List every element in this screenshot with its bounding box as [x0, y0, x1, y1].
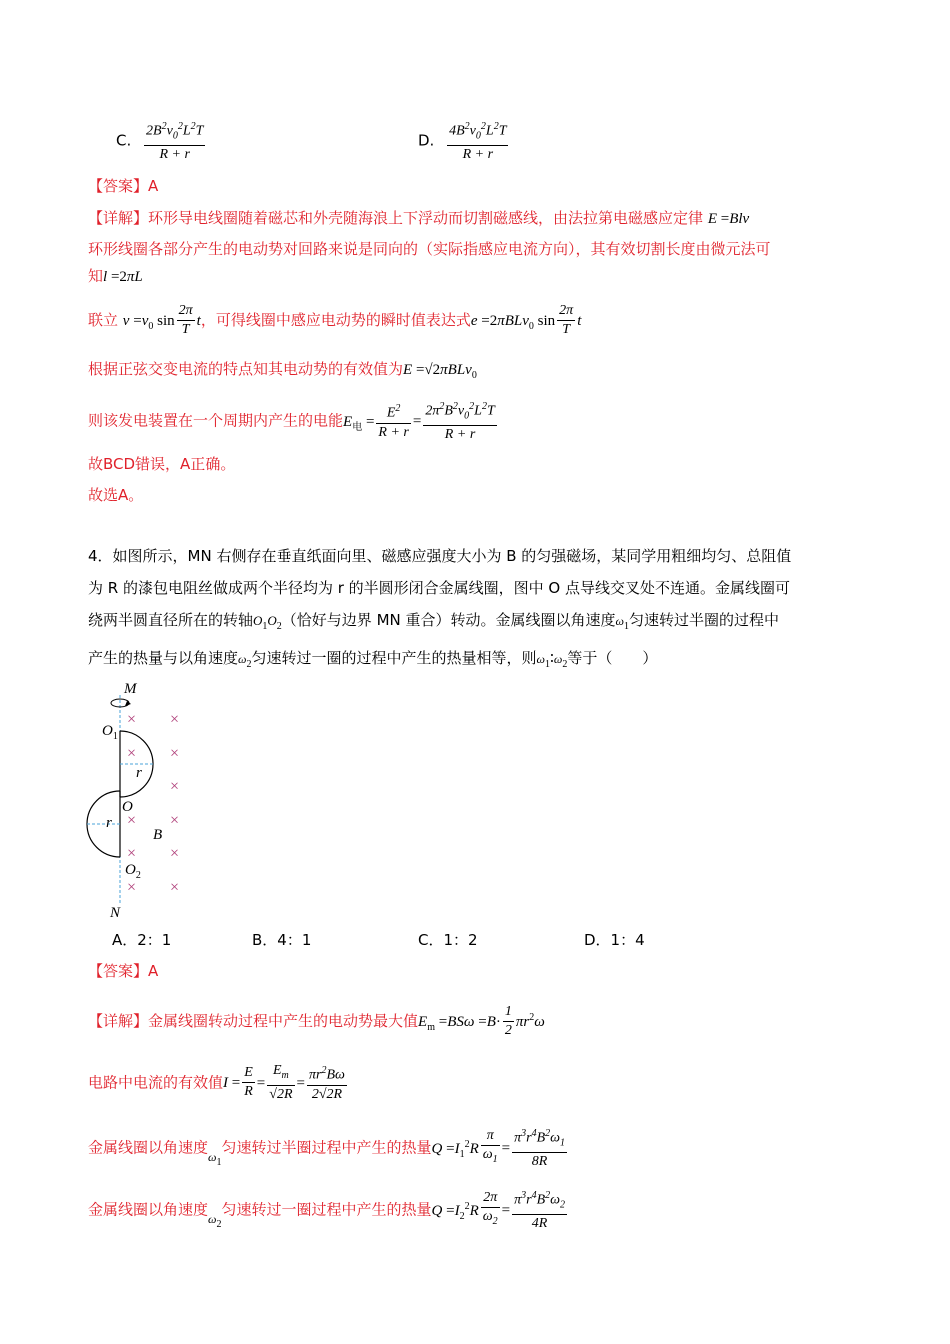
detail-text: 则该发电装置在一个周期内产生的电能 [88, 411, 344, 430]
q4-detail-line3: 金属线圈以角速度$\omega_1$匀速转过半圈过程中产生的热量$Q =I_1^2R$ $\frac{\pi}{\omega_1}$ = $\frac{\pi^3r^4B^2\omega_1}{8R}$ [88, 1125, 569, 1171]
answer-tag: 【答案】 [88, 962, 149, 980]
prev-detail-line4: 联立 $v =v_0$ sin $\frac{2\pi}{T}$ t，可得线圈中感应电动势的瞬时值表达式e =2πBLv$_0$ sin $\frac{2\pi}{T}$ t [88, 303, 582, 337]
cross-icon: × [170, 812, 180, 829]
q4-text: （恰好与边界 MN 重合）转动。金属线圈以角速度 [281, 611, 616, 629]
label-r-upper: r [136, 765, 142, 781]
label-M: M [124, 681, 137, 697]
label-O1: $O_1$ [102, 723, 118, 742]
cross-icon: × [127, 812, 137, 829]
q4-detail-line2: 电路中电流的有效值I = $\frac{E}{R}$ = $\frac{E_m}{√2R}$ = $\frac{\pi r^2B\omega}{2√2R}$ [88, 1063, 345, 1102]
label-O2: $O_2$ [125, 862, 141, 881]
q4-line1: 4．如图所示，MN 右侧存在垂直纸面向里、磁感应强度大小为 B 的匀强磁场，某同学用粗细均匀、总阻值 [88, 547, 792, 565]
label-B: B [153, 827, 163, 843]
q4-detail-line1: 【详解】金属线圈转动过程中产生的电动势最大值$E_m =BS\omega =B\cdot$ $\frac{1}{2}$ $\pi r^2\omega$ [88, 1004, 545, 1038]
detail-text: 金属线圈以角速度 [88, 1200, 209, 1219]
detail-text: 匀速转过一圈过程中产生的热量 [221, 1200, 432, 1219]
option-c [116, 118, 207, 164]
cross-icon: × [170, 879, 180, 896]
q4-text: 等于（ ） [567, 649, 658, 667]
prev-detail-line1: 【详解】环形导电线圈随着磁芯和外壳随海浪上下浮动而切割磁感线，由法拉第电磁感应定律 E =Blv [88, 209, 750, 227]
option-c-label: C. [116, 131, 132, 150]
q4-detail-line4: 金属线圈以角速度$\omega_2$匀速转过一圈过程中产生的热量$Q =I_2^2R$ $\frac{2\pi}{\omega_2}$ = $\frac{\pi^3r^4B^2\omega_2}{4R}$ [88, 1187, 569, 1233]
q4-option-c: C．1：2 [418, 931, 478, 949]
answer-value: A [148, 962, 159, 980]
cross-icon: × [127, 711, 137, 728]
label-N: N [110, 905, 121, 921]
cross-icon: × [127, 879, 137, 896]
q4-option-a: A．2：1 [112, 931, 172, 949]
label-O: O [122, 799, 133, 815]
detail-text: 电路中电流的有效值 [88, 1073, 224, 1092]
q4-text: 产生的热量与以角速度 [88, 649, 239, 667]
cross-icon: × [170, 778, 180, 795]
q4-option-b: B．4：1 [252, 931, 312, 949]
detail-text: 根据正弦交变电流的特点知其电动势的有效值为 [88, 360, 404, 378]
q4-option-d: D．1：4 [584, 931, 645, 949]
detail-tag: 【详解】 [88, 1012, 149, 1030]
cross-icon: × [127, 845, 137, 862]
cross-icon: × [127, 745, 137, 762]
cross-icon: × [170, 845, 180, 862]
q4-line2: 为 R 的漆包电阻丝做成两个半径均为 r 的半圆形闭合金属线圈，图中 O 点导线交叉处不连通。金属线圈可 [88, 579, 791, 597]
q4-text: 绕两半圆直径所在的转轴 [88, 611, 254, 629]
detail-text: 金属线圈转动过程中产生的电动势最大值 [148, 1012, 419, 1030]
detail-text: 金属线圈以角速度 [88, 1138, 209, 1157]
option-d-formula: $\frac{4B^2v_0^2L^2T}{R + r}$ [447, 118, 508, 164]
option-d-label: D. [418, 131, 435, 150]
q4-figure [80, 677, 210, 922]
prev-detail-line5: 根据正弦交变电流的特点知其电动势的有效值为E =√2πBLv$_0$ [88, 360, 477, 381]
q4-line4: 产生的热量与以角速度$\omega_2$匀速转过一圈的过程中产生的热量相等，则$\omega_1∶\omega_2$等于（ ） [88, 649, 658, 670]
detail-text: 环形线圈各部分产生的电动势对回路来说是同向的（实际指感应电流方向），其有效切割长度由微元法可 [88, 240, 771, 258]
prev-answer [88, 175, 158, 197]
cross-icon: × [170, 711, 180, 728]
prev-conclusion1: 故BCD错误，A正确。 [88, 455, 236, 473]
detail-text: 联立 [88, 311, 119, 329]
option-c-formula: $\frac{2B^2v_0^2L^2T}{R + r}$ [144, 118, 205, 164]
answer-tag: 【答案】 [88, 177, 149, 195]
q4-line3: 绕两半圆直径所在的转轴$O_1O_2$（恰好与边界 MN 重合）转动。金属线圈以角速度$\omega_1$匀速转过半圈的过程中 [88, 611, 779, 632]
detail-text: ，可得线圈中感应电动势的瞬时值表达式 [200, 311, 471, 329]
detail-text: 知 [88, 267, 104, 285]
q4-answer [88, 960, 158, 982]
detail-tag: 【详解】 [88, 209, 149, 227]
label-r-lower: r [106, 815, 112, 831]
q4-text: 匀速转过半圈的过程中 [628, 611, 779, 629]
answer-value: A [148, 177, 159, 195]
prev-detail-line3: 知l =2πL [88, 267, 143, 285]
cross-icon: × [170, 745, 180, 762]
detail-text: 环形导电线圈随着磁芯和外壳随海浪上下浮动而切割磁感线，由法拉第电磁感应定律 [148, 209, 704, 227]
q4-text: 匀速转过一圈的过程中产生的热量相等，则 [251, 649, 537, 667]
detail-text: 匀速转过半圈过程中产生的热量 [221, 1138, 432, 1157]
option-d [418, 118, 510, 164]
prev-conclusion2: 故选A。 [88, 486, 144, 504]
prev-detail-line2 [88, 238, 771, 260]
prev-detail-line6: 则该发电装置在一个周期内产生的电能$E_电$ = $\frac{E^2}{R + r}$ = $\frac{2\pi^2B^2v_0^2L^2T}{R + r}$ [88, 398, 499, 444]
